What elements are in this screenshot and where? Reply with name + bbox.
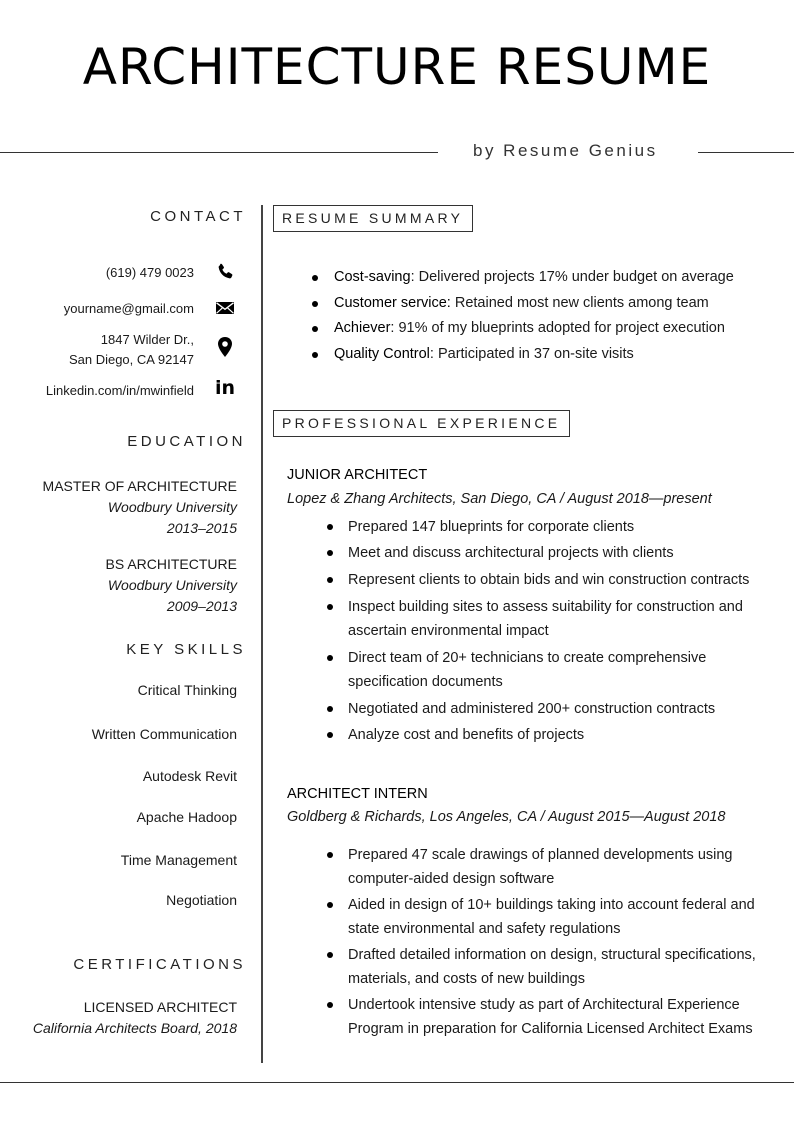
summary-item: [309, 291, 734, 317]
job-title: JUNIOR ARCHITECT: [287, 467, 428, 483]
job-bullet: Prepared 147 blueprints for corporate clients: [323, 515, 773, 539]
job-title: ARCHITECT INTERN: [287, 786, 428, 802]
education-school: Woodbury University: [107, 499, 237, 515]
job-bullet: Drafted detailed information on design, structural specifications, materials, and costs of new buildings: [323, 943, 763, 991]
skill-item: Time Management: [120, 852, 237, 868]
summary-item: [309, 316, 734, 342]
summary-key: Cost-saving: [334, 269, 411, 285]
linkedin-icon: [214, 377, 236, 399]
certification-issuer: California Architects Board, 2018: [32, 1020, 237, 1036]
contact-heading: CONTACT: [150, 208, 246, 225]
byline: by Resume Genius: [473, 141, 658, 160]
education-item: [43, 476, 237, 539]
skill-item: Apache Hadoop: [136, 809, 237, 825]
summary-text: : Delivered projects 17% under budget on average: [410, 269, 734, 285]
job-bullet: Undertook intensive study as part of Architectural Experience Program in preparation for California Licensed Architect Exams: [323, 993, 763, 1041]
column-divider: [261, 205, 263, 1063]
address-line-1: 1847 Wilder Dr.,: [100, 332, 194, 347]
skill-item: Negotiation: [166, 892, 237, 908]
email-text: yourname@gmail.com: [63, 301, 194, 316]
byline-rule-left: [0, 152, 438, 153]
summary-heading: RESUME SUMMARY: [273, 205, 473, 232]
job-bullets: [323, 843, 763, 1041]
skills-heading: KEY SKILLS: [126, 641, 246, 658]
byline-rule-right: [698, 152, 794, 153]
education-item: [106, 554, 237, 617]
certifications-heading: CERTIFICATIONS: [73, 956, 246, 973]
job-bullet: Inspect building sites to assess suitability for construction and ascertain environmental impact: [323, 595, 773, 643]
skill-item: Written Communication: [91, 726, 237, 742]
education-degree: BS ARCHITECTURE: [105, 556, 237, 572]
summary-key: Achiever: [334, 320, 391, 336]
job-subtitle: Lopez & Zhang Architects, San Diego, CA / August 2018—present: [287, 491, 712, 507]
job-bullet: Represent clients to obtain bids and win construction contracts: [323, 568, 773, 592]
job-bullet: Prepared 47 scale drawings of planned developments using computer-aided design software: [323, 843, 763, 891]
job-bullet: Meet and discuss architectural projects with clients: [323, 541, 773, 565]
job-subtitle: Goldberg & Richards, Los Angeles, CA / August 2015—August 2018: [287, 809, 726, 825]
address-line-2: San Diego, CA 92147: [68, 352, 194, 367]
skill-item: Autodesk Revit: [142, 768, 237, 784]
summary-item: [309, 342, 734, 368]
experience-heading: PROFESSIONAL EXPERIENCE: [273, 410, 570, 437]
education-years: 2009–2013: [166, 598, 237, 614]
certification-name: LICENSED ARCHITECT: [83, 999, 237, 1015]
job-bullet: Negotiated and administered 200+ construction contracts: [323, 697, 773, 721]
summary-text: : Participated in 37 on-site visits: [429, 345, 634, 362]
summary-text: : 91% of my blueprints adopted for project execution: [390, 320, 725, 336]
resume-title: ARCHITECTURE RESUME: [82, 38, 712, 96]
summary-key: Quality Control: [334, 345, 430, 362]
job-bullet: Aided in design of 10+ buildings taking into account federal and state environmental and safety regulations: [323, 893, 763, 941]
education-heading: EDUCATION: [127, 433, 246, 450]
summary-list: [309, 265, 734, 367]
job-bullet: Analyze cost and benefits of projects: [323, 723, 773, 747]
location-pin-icon: [214, 336, 236, 358]
summary-key: Customer service:: [334, 294, 451, 311]
footer-rule: [0, 1082, 794, 1083]
education-degree: MASTER OF ARCHITECTURE: [42, 478, 237, 494]
certification-item: [33, 997, 237, 1039]
skill-item: Critical Thinking: [137, 682, 237, 698]
education-years: 2013–2015: [166, 520, 237, 536]
job-bullet: Direct team of 20+ technicians to create comprehensive specification documents: [323, 646, 773, 694]
envelope-icon: [214, 297, 236, 319]
phone-icon: [214, 261, 236, 283]
job-bullets: [323, 515, 773, 747]
education-school: Woodbury University: [107, 577, 237, 593]
summary-item: [309, 265, 734, 291]
linkedin-text: Linkedin.com/in/mwinfield: [45, 383, 194, 398]
phone-text: (619) 479 0023: [105, 265, 194, 280]
summary-text: Retained most new clients among team: [450, 294, 709, 311]
linkedin-icon-glyph: in: [214, 377, 236, 399]
